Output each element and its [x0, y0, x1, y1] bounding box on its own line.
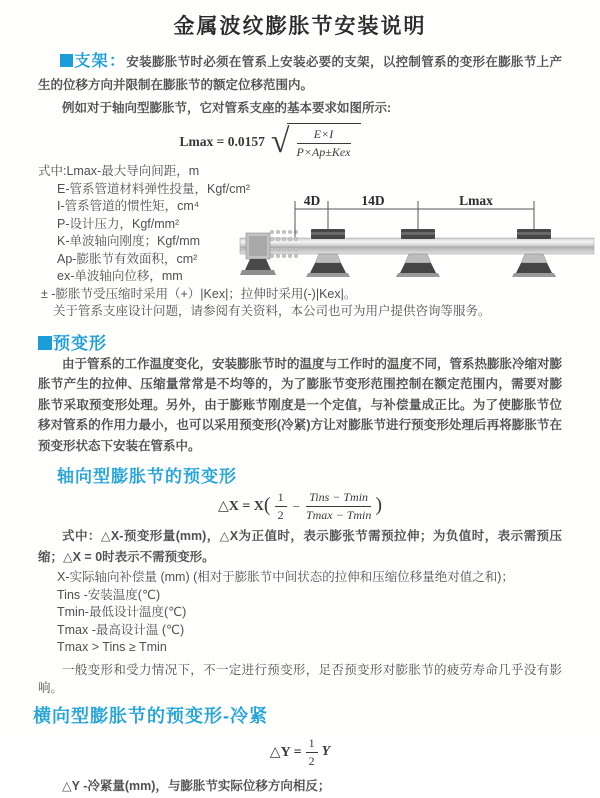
- sqrt-expression: [271, 123, 361, 160]
- sqrt-content: [287, 123, 361, 160]
- lateral-formula-rhs: Y: [321, 744, 331, 759]
- lateral-formula-lhs: △Y =: [269, 744, 302, 760]
- pipe-support-diagram: [238, 192, 598, 292]
- lmax-fraction-denominator: P×Ap±Kex: [296, 145, 351, 159]
- param-line: Ap-膨胀节有效面积，cm²: [57, 251, 198, 266]
- section-marker-icon: [38, 336, 52, 350]
- support-note-line: 关于管系支座设计问题，请参阅有关资料，本公司也可为用户提供咨询等服务。: [53, 304, 491, 318]
- param-line: Tmax -最高设计温 (℃): [57, 622, 185, 637]
- axial-note-line: 一般变形和受力情况下，不一定进行预变形，足否预变形对膨胀节的疲劳寿命几乎没有影响。: [38, 662, 562, 695]
- axial-explain-paragraph: 式中：△X-预变形量(mm)，△X为正值时，表示膨张节需预拉伸；为负值时，表示需预压缩；△X = 0时表示不需预变形。: [38, 529, 562, 564]
- half-fraction: [306, 736, 318, 769]
- param-line: 式中:Lmax-最大导向间距，m: [38, 164, 200, 178]
- axial-parameter-list: [38, 569, 562, 657]
- half-numerator: 1: [275, 490, 287, 507]
- temperature-numerator: Tins − Tmin: [306, 490, 371, 507]
- param-line: ± -膨胀节受压缩时采用（+）|Kex|；拉伸时采用(-)|Kex|。: [41, 286, 357, 301]
- section-marker-icon: [60, 54, 73, 67]
- close-paren: ): [375, 494, 383, 516]
- param-line: P-设计压力，Kgf/mm²: [57, 216, 180, 231]
- temperature-fraction: [306, 490, 371, 523]
- dimension-label-lmax: Lmax: [459, 193, 493, 208]
- open-paren: (: [263, 494, 271, 516]
- pipe: [240, 238, 594, 254]
- support-intro-text: 安装膨胀节时必须在管系上安装必要的支架，以控制管系的变形在膨胀节上产生的位移方向并限制在膨胀节的额定位移范围内。: [38, 55, 562, 92]
- half-denominator: 2: [277, 508, 284, 522]
- lateral-note-line: △Y -冷紧量(mm)，与膨胀节实际位移方向相反；: [62, 778, 331, 793]
- page-title: 金属波纹膨胀节安装说明: [173, 15, 427, 38]
- param-line: Tmax > Tins ≥ Tmin: [57, 640, 167, 654]
- param-line: K-单波轴向刚度；Kgf/mm: [57, 234, 201, 248]
- predeform-paragraph: 由于管系的工作温度变化，安装膨胀节时的温度与工作时的温度不同，管系热膨胀冷缩对膨胀节产生的拉伸、压缩量常常是不均等的，为了膨胀节变形范围控制在额定范围内，需要对膨胀节采取预变形处理。另外，由于膨账节刚度是一个定值，与补偿量成正比。为了使膨胀节位移对管系的作用力最小，也可以采用预变形(冷紧)方让对膨胀节进行预变形处理后再将膨胀节在预变形状态下安装在管系中。: [38, 356, 563, 453]
- sqrt-radical-icon: √: [270, 123, 290, 160]
- axial-formula: [38, 490, 562, 523]
- axial-subsection-heading: 轴向型膨胀节的预变形: [57, 467, 237, 486]
- axial-formula-lhs: △X = X: [217, 499, 264, 514]
- lateral-subsection-heading: 横向型膨胀节的预变形-冷紧: [33, 705, 268, 726]
- support-example-line: 例如对于轴向型膨胀节，它对管系支座的基本要求如图所示:: [62, 101, 392, 115]
- lmax-formula-lhs: Lmax = 0.0157: [179, 133, 265, 149]
- minus-sign: −: [292, 498, 300, 514]
- lmax-formula: [0, 123, 562, 160]
- lmax-fraction: [297, 127, 351, 160]
- support-section-heading: 支架：: [74, 53, 127, 70]
- lateral-formula: [38, 736, 562, 769]
- predeform-heading-row: [38, 329, 562, 351]
- lmax-fraction-numerator: E×I: [297, 127, 351, 144]
- half-numerator: 1: [306, 736, 318, 753]
- half-fraction: [275, 490, 287, 523]
- param-line: I-管系管道的惯性矩，cm⁴: [57, 199, 200, 213]
- predeform-section-heading: 预变形: [53, 333, 107, 353]
- temperature-denominator: Tmax − Tmin: [305, 508, 372, 522]
- param-line: Tmin-最低设计温度(℃): [57, 605, 187, 619]
- dimension-label-4d: 4D: [303, 193, 321, 208]
- param-line: Tins -安装温度(℃): [57, 587, 161, 602]
- param-line: X-实际轴向补偿量 (mm) (相对于膨胀节中间状态的拉伸和压缩位移量绝对值之和)；: [57, 570, 514, 584]
- dimension-label-14d: 14D: [361, 193, 385, 208]
- half-denominator: 2: [308, 753, 315, 768]
- param-line: ex-单波轴向位移，mm: [57, 269, 183, 283]
- support-intro-paragraph: [38, 50, 562, 97]
- dimension-labels: [304, 193, 493, 208]
- param-line: E-管系管道材料弹性投量，Kgf/cm²: [57, 181, 251, 196]
